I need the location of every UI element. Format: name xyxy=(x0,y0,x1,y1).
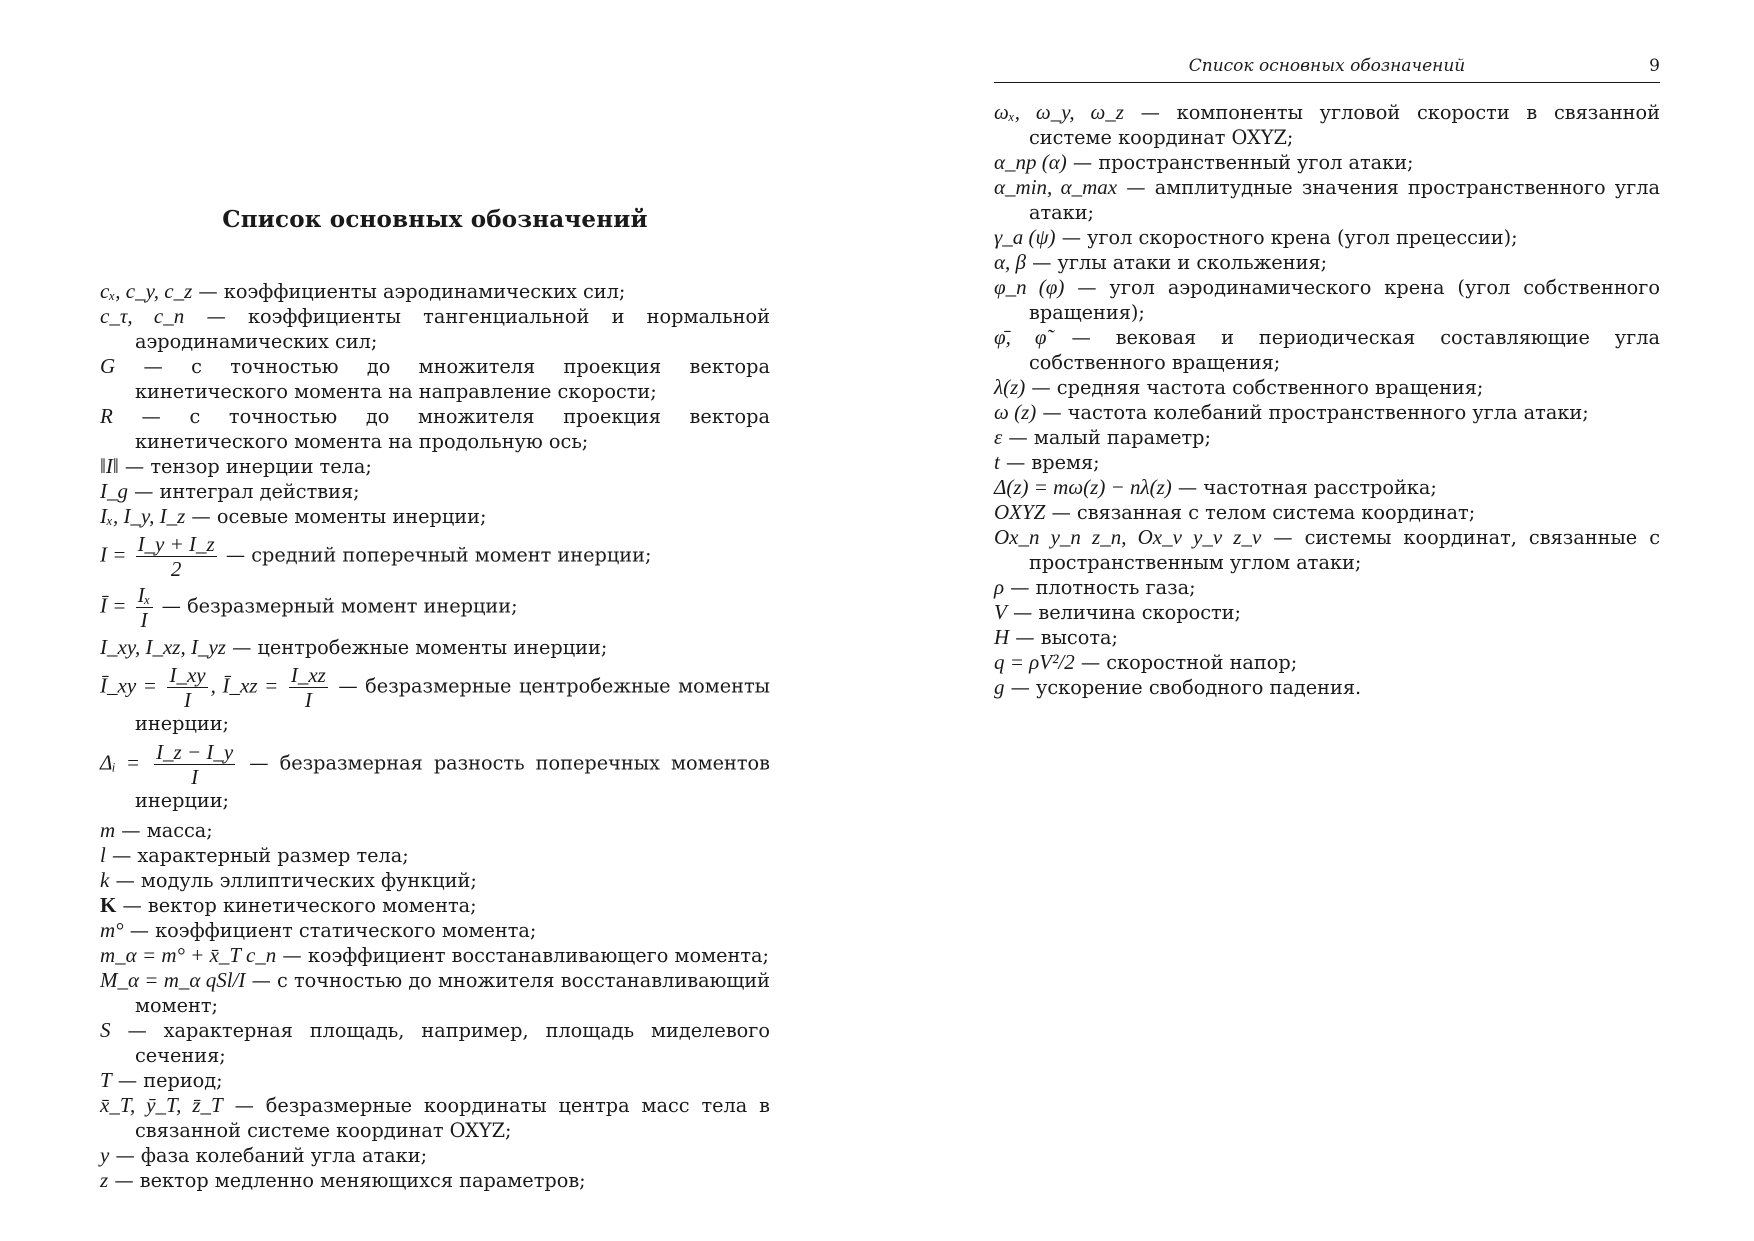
list-item xyxy=(994,575,1660,600)
definition: — средняя частота собственного вращения; xyxy=(1025,376,1484,399)
definition: — коэффициенты тангенциальной и нормальной аэродинамических сил; xyxy=(135,305,770,353)
list-item xyxy=(994,375,1660,400)
symbol: λ(z) xyxy=(994,375,1026,399)
definition: — масса; xyxy=(115,819,213,843)
definition: — вектор медленно меняющихся параметров; xyxy=(108,1169,586,1193)
right-symbol-list xyxy=(994,100,1660,700)
list-item xyxy=(100,635,770,660)
definition: — связанная с телом система координат; xyxy=(1045,501,1476,524)
fraction xyxy=(136,533,217,580)
definition: — малый параметр; xyxy=(1002,426,1211,449)
definition: — с точностью до множителя проекция вектора кинетического момента на направление скорости; xyxy=(115,355,770,403)
symbol: T xyxy=(100,1068,112,1093)
definition: — плотность газа; xyxy=(1004,576,1196,599)
definition: — фаза колебаний угла атаки; xyxy=(109,1144,428,1168)
symbol: I_g xyxy=(100,479,128,503)
definition: — высота; xyxy=(1009,626,1118,649)
definition: — безразмерный момент инерции; xyxy=(155,594,518,618)
definition: — вековая и периодическая составляющие угла собственного вращения; xyxy=(1029,326,1660,374)
symbol: α_пр (α) xyxy=(994,150,1067,174)
list-item xyxy=(994,475,1660,500)
symbol: ω (z) xyxy=(994,400,1037,424)
fraction xyxy=(289,664,328,711)
definition: — осевые моменты инерции; xyxy=(185,505,487,528)
definition: — с точностью до множителя проекция вектора кинетического момента на продольную ось; xyxy=(112,405,770,453)
list-item xyxy=(100,1168,770,1193)
symbol: S xyxy=(100,1018,111,1043)
list-item xyxy=(100,943,770,968)
fraction xyxy=(136,584,153,631)
symbol: φ̄, φ̃ xyxy=(994,325,1047,349)
symbol: ωₓ, ω_y, ω_z xyxy=(994,100,1124,124)
definition: — вектор кинетического момента; xyxy=(116,894,477,918)
definition: — компоненты угловой скорости в связанной системе координат OXYZ; xyxy=(1029,101,1660,149)
symbol: Δ(z) = mω(z) − nλ(z) xyxy=(994,475,1172,499)
fraction xyxy=(167,664,207,711)
definition: — скоростной напор; xyxy=(1074,651,1298,674)
fraction xyxy=(154,741,235,788)
symbol: ‖I‖ xyxy=(100,454,119,478)
symbol: H xyxy=(994,625,1010,649)
symbol: cₓ, c_y, c_z xyxy=(100,279,193,303)
symbol: l xyxy=(100,843,106,868)
list-item xyxy=(100,533,770,580)
list-item xyxy=(100,454,770,479)
list-item xyxy=(100,479,770,504)
list-item xyxy=(994,400,1660,425)
list-item xyxy=(994,175,1660,225)
list-item xyxy=(100,404,770,454)
list-item xyxy=(994,650,1660,675)
list-item xyxy=(994,225,1660,250)
list-item xyxy=(994,100,1660,150)
symbol: q = ρV²/2 xyxy=(994,650,1075,674)
symbol: OXYZ xyxy=(994,500,1046,524)
numerator: I_z − I_y xyxy=(156,740,234,765)
definition: — коэффициенты аэродинамических сил; xyxy=(192,280,626,303)
list-item xyxy=(100,279,770,304)
definition: — характерная площадь, например, площадь миделевого сечения; xyxy=(110,1019,770,1068)
list-item xyxy=(994,275,1660,325)
list-item xyxy=(100,741,770,814)
definition: — системы координат, связанные с пространственным углом атаки; xyxy=(1029,526,1660,574)
symbol: y xyxy=(100,1143,110,1168)
definition: — угол аэродинамического крена (угол собственного вращения); xyxy=(1029,276,1660,324)
symbol: γ_a (ψ) xyxy=(994,225,1056,249)
list-item xyxy=(994,675,1660,700)
definition: — интеграл действия; xyxy=(128,480,360,503)
symbol: R xyxy=(100,404,113,428)
definition: — тензор инерции тела; xyxy=(118,455,372,478)
list-item xyxy=(994,600,1660,625)
symbol: α_min, α_max xyxy=(994,175,1118,199)
denominator: I xyxy=(140,608,148,633)
symbol: x̄_T, ȳ_T, z̄_T xyxy=(100,1093,223,1118)
definition: — безразмерные координаты центра масс тела в связанной системе координат OXYZ; xyxy=(135,1094,771,1143)
definition: — средний поперечный момент инерции; xyxy=(219,543,652,567)
list-item xyxy=(994,525,1660,575)
symbol: V xyxy=(994,600,1007,624)
list-item xyxy=(994,425,1660,450)
list-item xyxy=(100,918,770,943)
definition: — величина скорости; xyxy=(1006,601,1242,624)
definition: — безразмерные центробежные моменты инерции; xyxy=(135,674,770,736)
list-item xyxy=(100,968,770,1018)
symbol: ρ xyxy=(994,575,1005,599)
list-item xyxy=(100,354,770,404)
list-item xyxy=(100,1143,770,1168)
list-item xyxy=(994,450,1660,475)
symbol: G xyxy=(100,354,116,378)
list-item xyxy=(100,868,770,893)
numerator: I_y + I_z xyxy=(137,532,215,556)
symbol: Δᵢ = xyxy=(100,750,140,775)
running-title: Список основных обозначений xyxy=(1188,56,1466,76)
definition: — центробежные моменты инерции; xyxy=(225,636,608,660)
symbol: Ox_n y_n z_n, Ox_v y_v z_v xyxy=(994,525,1262,549)
symbol: α, β xyxy=(994,250,1026,274)
list-item xyxy=(100,893,770,918)
symbol: m_α = m° + x̄_T c_n xyxy=(100,943,277,968)
definition: — период; xyxy=(111,1069,223,1093)
definition: — углы атаки и скольжения; xyxy=(1025,251,1328,274)
list-item xyxy=(100,1018,770,1068)
denominator: I xyxy=(304,688,312,713)
chapter-title: Список основных обозначений xyxy=(222,206,648,233)
symbol: M_α = m_α qSl/I xyxy=(100,968,246,993)
symbol: Ī_xy = xyxy=(100,673,157,698)
list-item xyxy=(994,325,1660,375)
symbol: z xyxy=(100,1168,109,1193)
denominator: I xyxy=(184,688,192,713)
list-item xyxy=(100,818,770,843)
definition: — пространственный угол атаки; xyxy=(1066,151,1414,174)
definition: — характерный размер тела; xyxy=(105,844,409,868)
symbol: K xyxy=(100,893,117,918)
symbol: c_τ, c_n xyxy=(100,304,185,328)
denominator: I xyxy=(191,765,199,790)
page-number: 9 xyxy=(1649,56,1660,76)
left-symbol-list xyxy=(100,279,770,1193)
definition: — частота колебаний пространственного угла атаки; xyxy=(1036,401,1589,424)
numerator: I_xy xyxy=(169,663,206,688)
list-item xyxy=(100,843,770,868)
numerator: I_xz xyxy=(290,663,326,688)
list-item xyxy=(100,664,770,737)
definition: — амплитудные значения пространственного угла атаки; xyxy=(1029,176,1660,224)
list-item xyxy=(994,625,1660,650)
definition: — коэффициент статического момента; xyxy=(123,919,537,943)
symbol: Iₓ, I_y, I_z xyxy=(100,504,186,528)
symbol: , Ī_xz = xyxy=(210,673,279,698)
list-item xyxy=(100,584,770,631)
list-item xyxy=(100,304,770,354)
symbol: g xyxy=(994,675,1005,699)
symbol: φ_n (φ) xyxy=(994,275,1065,299)
definition: — с точностью до множителя восстанавливающий момент; xyxy=(135,969,771,1018)
symbol: t xyxy=(994,450,1000,474)
list-item xyxy=(994,150,1660,175)
definition: — угол скоростного крена (угол прецессии); xyxy=(1055,226,1518,249)
list-item xyxy=(100,504,770,529)
definition: — безразмерная разность поперечных моментов инерции; xyxy=(135,751,770,813)
list-item xyxy=(100,1093,770,1143)
list-item xyxy=(994,500,1660,525)
symbol: ε xyxy=(994,425,1003,449)
numerator: Iₓ xyxy=(137,583,151,608)
symbol: m xyxy=(100,818,116,843)
symbol: m° xyxy=(100,918,124,943)
list-item xyxy=(100,1068,770,1093)
definition: — модуль эллиптических функций; xyxy=(109,869,477,893)
definition: — ускорение свободного падения. xyxy=(1004,676,1362,699)
definition: — коэффициент восстанавливающего момента; xyxy=(276,944,769,968)
denominator: 2 xyxy=(170,557,182,582)
definition: — частотная расстройка; xyxy=(1171,476,1437,499)
symbol: I = xyxy=(100,542,127,567)
running-header xyxy=(994,56,1660,83)
symbol: I_xy, I_xz, I_yz xyxy=(100,635,226,660)
symbol: Ī = xyxy=(100,593,127,618)
symbol: k xyxy=(100,868,110,893)
list-item xyxy=(994,250,1660,275)
definition: — время; xyxy=(999,451,1100,474)
